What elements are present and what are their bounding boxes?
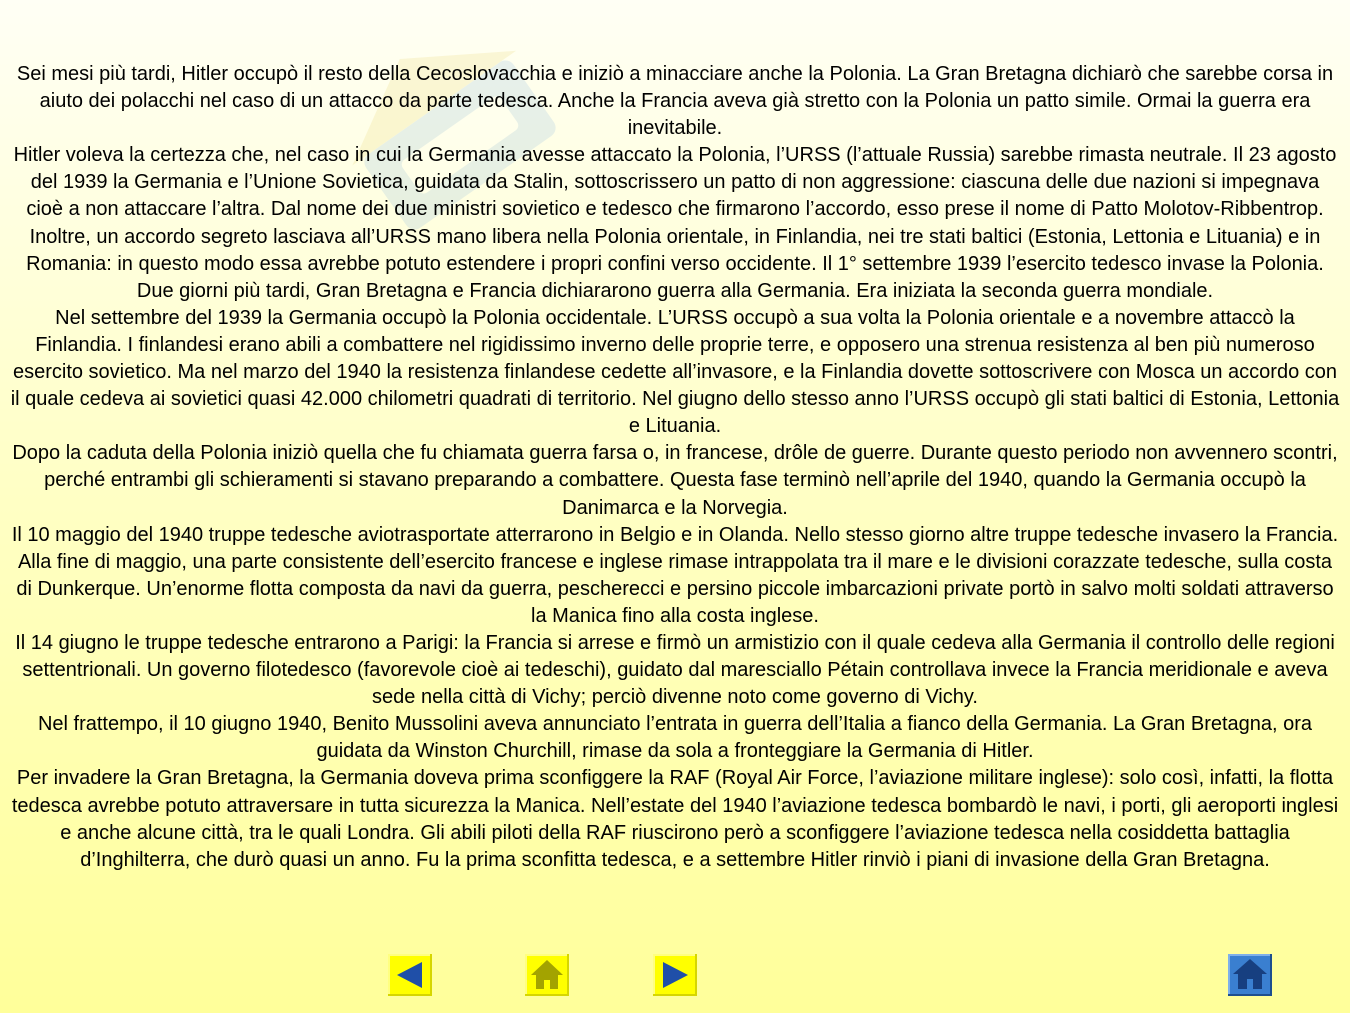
main-home-button[interactable] xyxy=(1228,954,1272,996)
house-icon xyxy=(525,954,569,996)
paragraph: Dopo la caduta della Polonia iniziò quella che fu chiamata guerra farsa o, in francese, drôle de guerre. Durante questo periodo non avvennero scontri, perché entrambi gli schieramenti si stavano preparando a combattere. Questa fase terminò nell’aprile del 1940, quando la Germania occupò la Danimarca e la Norvegia. xyxy=(12,442,1338,519)
home-button[interactable] xyxy=(525,954,569,996)
triangle-left-icon xyxy=(388,954,432,996)
triangle-right-icon xyxy=(653,954,697,996)
paragraph: Il 14 giugno le truppe tedesche entrarono a Parigi: la Francia si arrese e firmò un armistizio con il quale cedeva alla Germania il controllo delle regioni settentrionali. Un governo filotedesco (favorevole cioè ai tedeschi), guidato dal maresciallo Pétain controllava invece la Francia meridionale e aveva sede nella città di Vichy; perciò divenne noto come governo di Vichy. xyxy=(15,631,1335,709)
document-body xyxy=(10,61,1340,874)
paragraph: Il 10 maggio del 1940 truppe tedesche aviotrasportate atterrarono in Belgio e in Olanda. Nello stesso giorno altre truppe tedesche invasero la Francia. Alla fine di maggio, una parte consistente dell’esercito francese e inglese rimase intrappolata tra il mare e le divisioni corazzate tedesche, sulla costa di Dunkerque. Un’enorme flotta composta da navi da guerra, pescherecci e persino piccole imbarcazioni private portò in salvo molti soldati attraverso la Manica fino alla costa inglese. xyxy=(11,523,1339,627)
house-icon xyxy=(1228,954,1272,996)
back-button[interactable] xyxy=(388,954,432,996)
forward-button[interactable] xyxy=(653,954,697,996)
paragraph: Nel settembre del 1939 la Germania occupò la Polonia occidentale. L’URSS occupò a sua volta la Polonia orientale e a novembre attaccò la Finlandia. I finlandesi erano abili a combattere nel rigidissimo inverno delle proprie terre, e opposero una strenua resistenza al ben più numeroso esercito sovietico. Ma nel marzo del 1940 la resistenza finlandese cedette all’invasore, e la Finlandia dovette sottoscrivere con Mosca un accordo con il quale cedeva ai sovietici quasi 42.000 chilometri quadrati di territorio. Nel giugno dello stesso anno l’URSS occupò gli stati baltici di Estonia, Lettonia e Lituania. xyxy=(10,306,1340,438)
paragraph: Sei mesi più tardi, Hitler occupò il resto della Cecoslovacchia e iniziò a minacciare anche la Polonia. La Gran Bretagna dichiarò che sarebbe corsa in aiuto dei polacchi nel caso di un attacco da parte tedesca. Anche la Francia aveva già stretto con la Polonia un patto simile. Ormai la guerra era inevitabile. xyxy=(16,63,1334,140)
paragraph: Per invadere la Gran Bretagna, la Germania doveva prima sconfiggere la RAF (Royal Air Force, l’aviazione militare inglese): solo così, infatti, la flotta tedesca avrebbe potuto attraversare in tutta sicurezza la Manica. Nell’estate del 1940 l’aviazione tedesca bombardò le navi, i porti, gli aeroporti inglesi e anche alcune città, tra le quali Londra. Gli abili piloti della RAF riuscirono però a sconfiggere l’aviazione tedesca nella cosiddetta battaglia d’Inghilterra, che durò quasi un anno. Fu la prima sconfitta tedesca, e a settembre Hitler rinviò i piani di invasione della Gran Bretagna. xyxy=(11,767,1339,871)
paragraph: Inoltre, un accordo segreto lasciava all’URSS mano libera nella Polonia orientale, in Finlandia, nei tre stati baltici (Estonia, Lettonia e Lituania) e in Romania: in questo modo essa avrebbe potuto estendere i propri confini verso occidente. Il 1° settembre 1939 l’esercito tedesco invase la Polonia. Due giorni più tardi, Gran Bretagna e Francia dichiararono guerra alla Germania. Era iniziata la seconda guerra mondiale. xyxy=(26,225,1324,302)
paragraph: Nel frattempo, il 10 giugno 1940, Benito Mussolini aveva annunciato l’entrata in guerra dell’Italia a fianco della Germania. La Gran Bretagna, ora guidata da Winston Churchill, rimase da sola a fronteggiare la Germania di Hitler. xyxy=(37,713,1313,763)
paragraph: Hitler voleva la certezza che, nel caso in cui la Germania avesse attaccato la Polonia, l’URSS (l’attuale Russia) sarebbe rimasta neutrale. Il 23 agosto del 1939 la Germania e l’Unione Sovietica, guidata da Stalin, sottoscrissero un patto di non aggressione: ciascuna delle due nazioni si impegnava cioè a non attaccare l’altra. Dal nome dei due ministri sovietico e tedesco che firmarono l’accordo, esso prese il nome di Patto Molotov-Ribbentrop. xyxy=(13,144,1337,221)
